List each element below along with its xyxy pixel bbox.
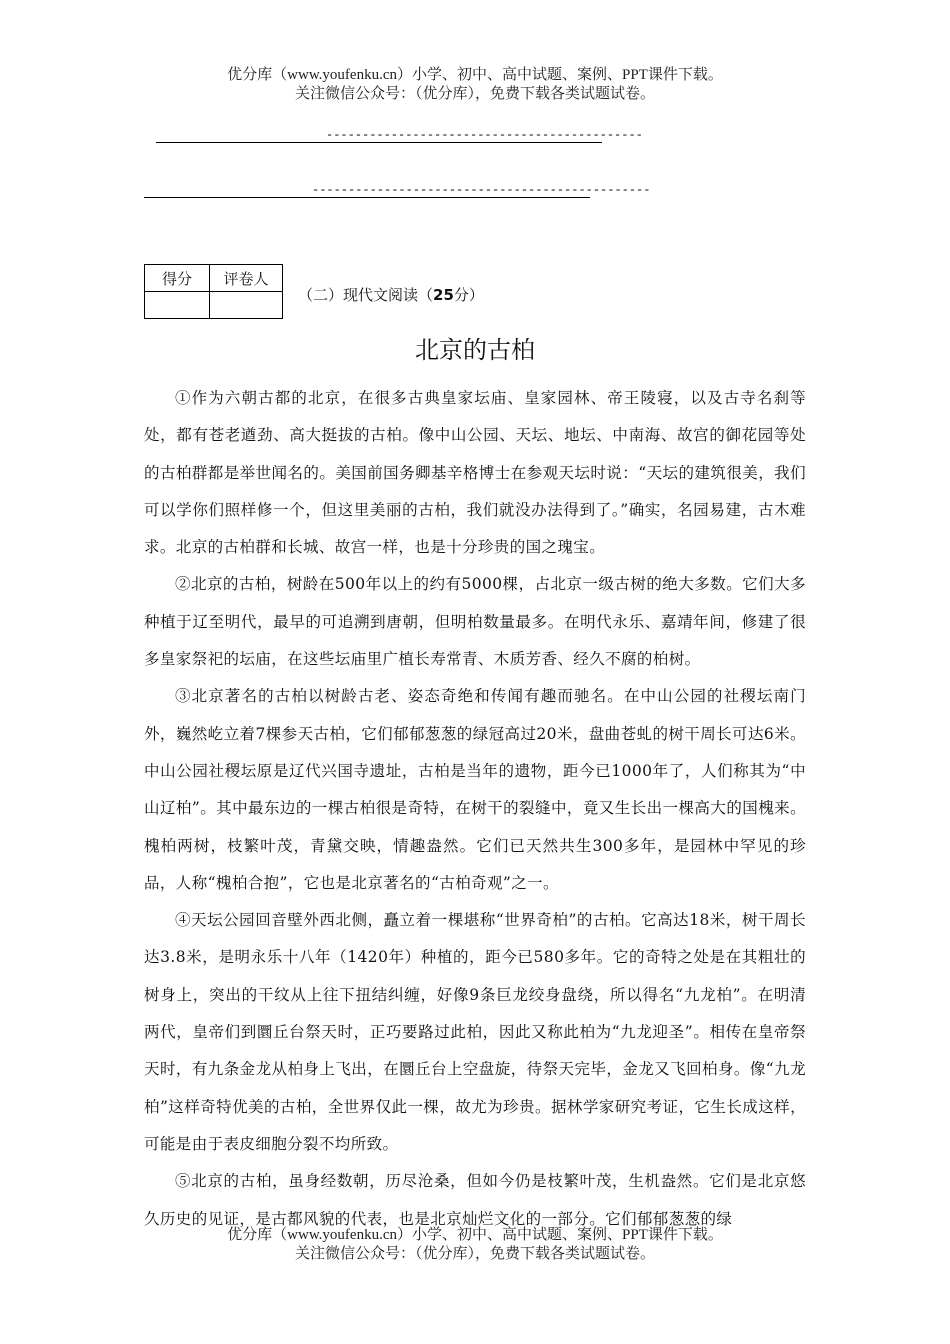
answer-dashes-1: -------------------------------------------- — [326, 128, 643, 142]
footer-line-2: 关注微信公众号：（优分库），免费下载各类试题试卷。 — [294, 1246, 655, 1262]
paragraph-5: ⑤北京的古柏，虽身经数朝，历尽沧桑，但如今仍是枝繁叶茂，生机盎然。它们是北京悠久历史的见证，是古都风貌的代表，也是北京灿烂文化的一部分。它们郁郁葱葱的绿 — [144, 1172, 806, 1228]
header-line-2: 关注微信公众号：（优分库），免费下载各类试题试卷。 — [294, 86, 655, 102]
paragraph-4: ④天坛公园回音壁外西北侧，矗立着一棵堪称“世界奇柏”的古柏。它高达18米，树干周长达3.8米，是明永乐十八年（1420年）种植的，距今已580多年。它的奇特之处是在其粗壮的树身上，突出的干纹从上往下扭结纠缠，好像9条巨龙绞身盘绕，所以得名“九龙柏”。在明清两代，皇帝们到圜丘台祭天时，正巧要路过此柏，因此又称此柏为“九龙迎圣”。相传在皇帝祭天时，有九条金龙从柏身上飞出，在圜丘台上空盘旋，待祭天完毕，金龙又飞回柏身。像“九龙柏”这样奇特优美的古柏，全世界仅此一棵，故尤为珍贵。据林学家研究考证，它生长成这样，可能是由于表皮细胞分裂不均所致。 — [144, 911, 806, 1153]
page-header — [0, 66, 950, 104]
score-table — [144, 264, 283, 319]
paragraph-2: ②北京的古柏，树龄在500年以上的约有5000棵，占北京一级古树的绝大多数。它们大多种植于辽至明代，最早的可追溯到唐朝，但明柏数量最多。在明代永乐、嘉靖年间，修建了很多皇家祭祀的坛庙，在这些坛庙里广植长寿常青、木质芳香、经久不腐的柏树。 — [144, 575, 806, 669]
score-header: 得分 — [145, 265, 210, 292]
paragraph-3: ③北京著名的古柏以树龄古老、姿态奇绝和传闻有趣而驰名。在中山公园的社稷坛南门外，巍然屹立着7棵参天古柏，它们郁郁葱葱的绿冠高过20米，盘曲苍虬的树干周长可达6米。中山公园社稷坛原是辽代兴国寺遗址，古柏是当年的遗物，距今已1000年了，人们称其为“中山辽柏”。其中最东边的一棵古柏很是奇特，在树干的裂缝中，竟又生长出一棵高大的国槐来。槐柏两树，枝繁叶茂，青黛交映，情趣盎然。它们已天然共生300多年，是园林中罕见的珍品，人称“槐柏合抱”，它也是北京著名的“古柏奇观”之一。 — [144, 687, 806, 892]
article-body — [144, 380, 806, 1238]
page-footer — [0, 1226, 950, 1264]
answer-dashes-2: ----------------------------------------------- — [312, 183, 651, 197]
section-suffix: 分） — [453, 286, 484, 304]
footer-line-1: 优分库（www.youfenku.cn）小学、初中、高中试题、案例、PPT课件下载。 — [227, 1227, 723, 1243]
article-title: 北京的古柏 — [415, 336, 535, 364]
header-line-1: 优分库（www.youfenku.cn）小学、初中、高中试题、案例、PPT课件下载。 — [227, 67, 723, 83]
section-prefix: （二）现代文阅读（ — [298, 286, 434, 304]
grader-cell[interactable] — [210, 292, 283, 319]
section-label — [298, 284, 484, 305]
paragraph-1: ①作为六朝古都的北京，在很多古典皇家坛庙、皇家园林、帝王陵寝，以及古寺名刹等处，都有苍老遒劲、高大挺拔的古柏。像中山公园、天坛、地坛、中南海、故宫的御花园等处的古柏群都是举世闻名的。美国前国务卿基辛格博士在参观天坛时说：“天坛的建筑很美，我们可以学你们照样修一个，但这里美丽的古柏，我们就没办法得到了。”确实，名园易建，古木难求。北京的古柏群和长城、故宫一样，也是十分珍贵的国之瑰宝。 — [144, 389, 806, 557]
score-cell[interactable] — [145, 292, 210, 319]
section-points: 25 — [433, 286, 454, 304]
grader-header: 评卷人 — [210, 265, 283, 292]
